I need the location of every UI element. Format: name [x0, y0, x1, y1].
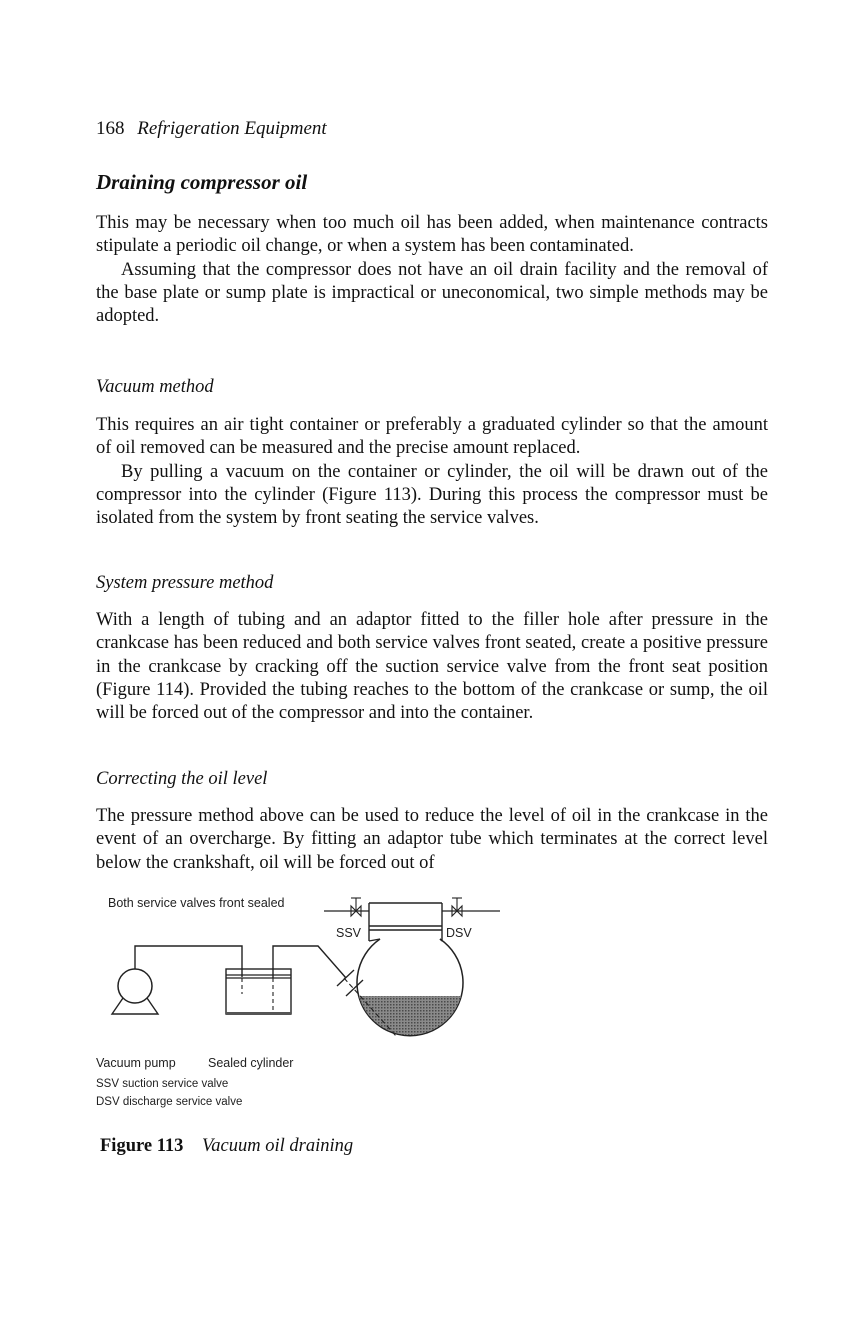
ssv-label: SSV [336, 926, 362, 940]
vacuum-block [96, 414, 768, 530]
paragraph: This may be necessary when too much oil has been added, when maintenance contracts stipulate a periodic oil change, or when a system has been contaminated. [96, 213, 768, 257]
legend-ssv: SSV suction service valve [96, 1078, 229, 1090]
system-pressure-block [96, 609, 768, 725]
dsv-label: DSV [446, 926, 472, 940]
sealed-cylinder-icon [226, 969, 291, 1015]
intro-block [96, 212, 768, 328]
vacuum-oil-draining-diagram [96, 890, 516, 1125]
book-title: Refrigeration Equipment [137, 118, 327, 139]
figure-caption-text: Vacuum oil draining [202, 1136, 354, 1156]
subheading-vacuum-method: Vacuum method [96, 377, 214, 397]
paragraph: With a length of tubing and an adaptor fitted to the filler hole after pressure in the crankcase has been reduced and both service valves front seated, create a positive pressure in the crankcase by cracking off the suction service valve from the front seat position (Figure 114). Provided the tubing reaches to the bottom of the crankcase or sump, the oil will be forced out of the compressor and into the container. [96, 610, 768, 724]
figure-caption-label: Figure 113 [100, 1136, 184, 1156]
legend-dsv: DSV discharge service valve [96, 1096, 243, 1108]
figure-caption [100, 1136, 353, 1157]
subheading-system-pressure-method: System pressure method [96, 573, 274, 593]
vacuum-pump-label: Vacuum pump [96, 1056, 176, 1070]
paragraph: This requires an air tight container or preferably a graduated cylinder so that the amount of oil removed can be measured and the precise amount replaced. [96, 415, 768, 459]
running-header [96, 118, 327, 140]
drain-hose [273, 946, 346, 978]
suction-service-valve-icon [348, 898, 369, 916]
paragraph: The pressure method above can be used to reduce the level of oil in the crankcase in the event of an overcharge. By fitting an adaptor tube which terminates at the correct level below the crankshaft, oil will be forced out of [96, 806, 768, 873]
compressor-crankcase [352, 903, 472, 1046]
sealed-cylinder-label: Sealed cylinder [208, 1056, 294, 1070]
paragraph: Assuming that the compressor does not have an oil drain facility and the removal of the base plate or sump plate is impractical or uneconomical, two simple methods may be adopted. [96, 259, 768, 327]
vacuum-pump-icon [112, 951, 158, 1014]
section-title: Draining compressor oil [96, 170, 308, 194]
valves-label: Both service valves front sealed [108, 896, 285, 910]
subheading-correcting-oil-level: Correcting the oil level [96, 769, 268, 789]
oil-level-block [96, 805, 768, 875]
page-number: 168 [96, 118, 125, 139]
paragraph: By pulling a vacuum on the container or cylinder, the oil will be drawn out of the compressor into the cylinder (Figure 113). During this process the compressor must be isolated from the system by front seating the service valves. [96, 461, 768, 529]
discharge-service-valve-icon [442, 898, 500, 916]
